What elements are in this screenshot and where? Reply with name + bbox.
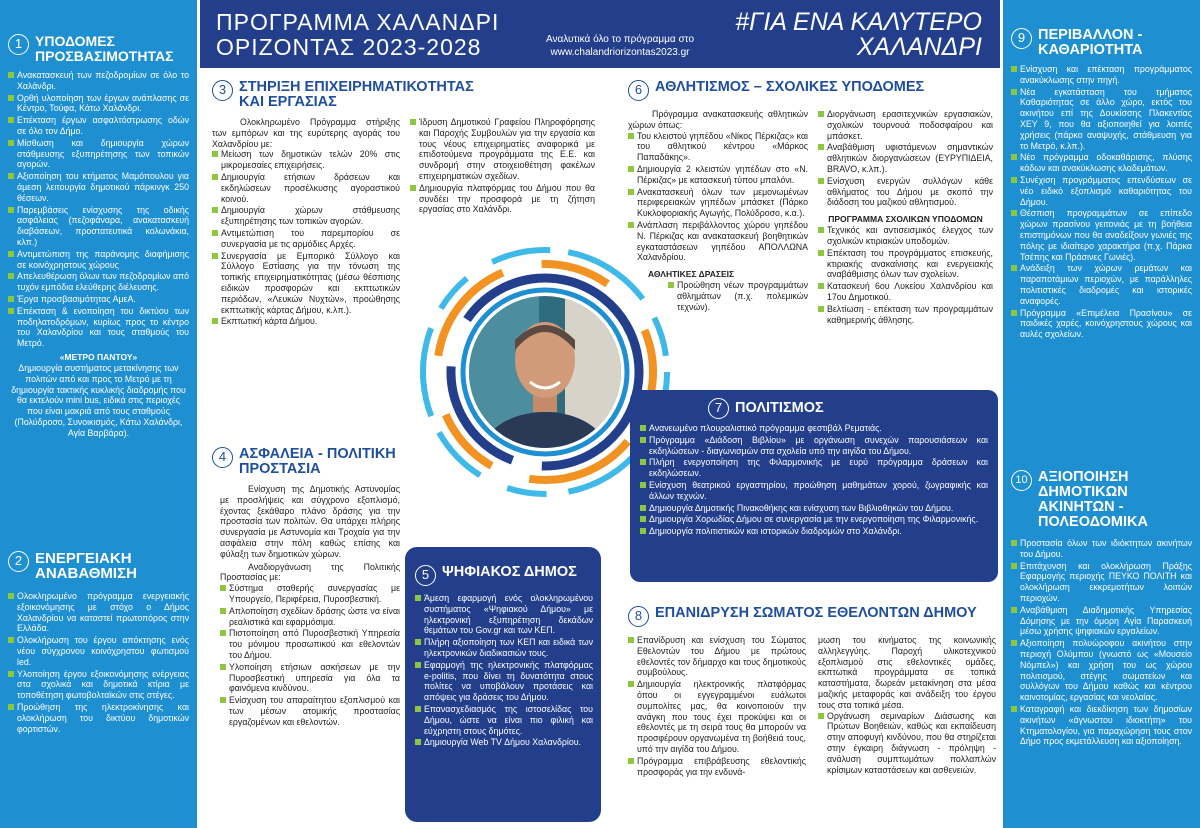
list-item: Πλήρη αξιοποίηση των ΚΕΠ και ειδικά των ηλεκτρονικών διαδικασιών τους. (415, 637, 593, 659)
list-item: Επέκταση του προγράμματος επισκευής, κτιριακής ανακαίνισης και ενεργειακής αναβάθμισης όλων των σχολείων. (818, 248, 993, 280)
list-item: Ανάδειξη των χώρων ρεμάτων και παραποτάμιων περιοχών, με παράλληλες πολιτιστικές διαδρομές και ιστορικές αναφορές. (1011, 263, 1192, 306)
list-item: Άμεση εφαρμογή ενός ολοκληρωμένου συστήματος «Ψηφιακού Δήμου» με ηλεκτρονική εξυπηρέτηση δεκάδων θεμάτων του Gov.gr και των ΚΕΠ. (415, 593, 593, 636)
list-item: Τεχνικός και αντισεισμικός έλεγχος των σχολικών κτιριακών υποδομών. (818, 225, 993, 247)
section-3-list-a (212, 149, 400, 327)
list-item: Θέσπιση προγραμμάτων σε επίπεδο χώρων πρασίνου γειτονιάς με τη βοήθεια επιστημόνων που θα αναδείξουν γωνιές της πόλης με ιδιαίτερο χαρακτήρα (π.χ. Πάρκα Τσέπης και Πράσινες Γωνιές). (1011, 208, 1192, 262)
list-item: Μίσθωση και δημιουργία χώρων στάθμευσης εξυπηρέτησης των τοπικών αγορών. (8, 138, 189, 170)
list-item: Παρεμβάσεις ενίσχυσης της οδικής ασφάλειας (πεζοφάναρα, ανακατασκευή διαβάσεων, προστατευτικά κολωνάκια, κλπ.) (8, 205, 189, 248)
subheading: «ΜΕΤΡΟ ΠΑΝΤΟΥ» (59, 351, 138, 362)
list-item: Του κλειστού γηπέδου «Νίκος Πέρκιζας» και του αθλητικού κέντρου «Μάρκος Παπαδάκης». (628, 131, 808, 163)
section-title: ΕΝΕΡΓΕΙΑΚΗ ΑΝΑΒΑΘΜΙΣΗ (35, 550, 137, 582)
section-title: ΕΠΑΝΙΔΡΥΣΗ ΣΩΜΑΤΟΣ ΕΘΕΛΟΝΤΩΝ ΔΗΜΟΥ (655, 605, 977, 621)
list-item: Πρόγραμμα «Διάδοση Βιβλίου» με οργάνωση συνεχών παρουσιάσεων και εκδηλώσεων - διαγωνισμών στα σχολεία υπό την αιγίδα του Δήμου. (640, 435, 988, 457)
list-item: Ενίσχυση θεατρικού εργαστηρίου, προώθηση μαθημάτων χορού, ζωγραφικής και άλλων τεχνών. (640, 480, 988, 502)
section-10-header (1011, 470, 1192, 530)
section-number: 4 (212, 447, 233, 468)
section-8-list-a (628, 635, 806, 777)
list-item: Ίδρυση Δημοτικού Γραφείου Πληροφόρησης και Παροχής Συμβουλών για την εργασία και τους νέους επιχειρηματίες αναφορικά με επιδοτούμενα προγράμματα της Ε.Ε. και συνδρομή στην στοιχειοθέτηση φακέλων επιχειρηματικών σχεδίων. (410, 117, 595, 182)
section-1-list (8, 70, 189, 349)
list-item: Δημιουργία πολιτιστικών και ιστορικών διαδρομών στο Χαλάνδρι. (640, 526, 988, 537)
section-7-list (640, 423, 988, 537)
list-item: Δημιουργία Δημοτικής Πινακοθήκης και ενίσχυση των Βιβλιοθηκών του Δήμου. (640, 503, 988, 514)
program-title (216, 10, 499, 60)
list-item: Δημιουργία 2 κλειστών γηπέδων στο «Ν. Πέρκιζας» με κατασκευή τύπου μπαλόνι. (628, 164, 808, 186)
section-title: ΨΗΦΙΑΚΟΣ ΔΗΜΟΣ (442, 564, 577, 580)
subheading: ΑΘΛΗΤΙΚΕΣ ΔΡΑΣΕΙΣ (648, 269, 735, 280)
section-number: 1 (8, 34, 29, 55)
section-number: 7 (708, 398, 729, 419)
section-number: 5 (415, 565, 436, 586)
website-url: www.chalandriorizontas2023.gr (550, 47, 690, 58)
section-6-list-a2 (628, 280, 808, 312)
section-number: 6 (628, 80, 649, 101)
section-3-header (212, 80, 602, 110)
list-item: Καταγραφή και διεκδίκηση των δημοσίων ακινήτων «άγνωστου ιδιοκτήτη» του Κτηματολογίου, για παραχώρηση τους στον Δήμο προς εκμετάλλευση και αξιοποίηση. (1011, 704, 1192, 747)
section-title: ΣΤΗΡΙΞΗ ΕΠΙΧΕΙΡΗΜΑΤΙΚΟΤΗΤΑΣ ΚΑΙ ΕΡΓΑΣΙΑΣ (239, 79, 474, 110)
section-10 (1003, 470, 1200, 748)
list-item: Πιστοποίηση από Πυροσβεστική Υπηρεσία του μόνιμου προσωπικού και εθελοντών του Δήμου. (220, 628, 400, 660)
section-8-header (628, 606, 996, 627)
list-item: Απλοποίηση σχεδίων δράσης ώστε να είναι ρεαλιστικά και εφαρμόσιμα. (220, 606, 400, 628)
section-title: ΠΕΡΙΒΑΛΛΟΝ - ΚΑΘΑΡΙΟΤΗΤΑ (1038, 27, 1143, 58)
list-item: Νέα εγκατάσταση του τμήματος Καθαριότητας σε άλλο χώρο, εκτός του ακινήτου επί της Δουκίσσης Πλακεντίας ΧΕΥ 9, που θα αξιοποιηθεί για λοιπές χρήσεις (πάρκο αναψυχής, στάθμευση για το Μετρό, κ.λπ.). (1011, 87, 1192, 152)
list-item: Ενίσχυση και επέκταση προγράμματος ανακύκλωσης στην πηγή. (1011, 64, 1192, 86)
section-4-paragraph-1: Ενίσχυση της Δημοτικής Αστυνομίας με προσλήψεις και σύγχρονο εξοπλισμό, έχοντας ξεκάθαρο πλάνο δράσης για την προστασία των πολιτών. Θα υπάρχει πλήρης συνεργασία με Αστυνομία και Τροχαία για την ασφάλεια στην πόλη καθώς επίσης και φύλαξη των δημοτικών χώρων. (220, 484, 400, 559)
list-item: Έργα προσβασιμότητας ΑμεΑ. (8, 294, 189, 305)
slogan (735, 10, 982, 60)
list-item: Δημιουργία πλατφόρμας του Δήμου που θα συνδέει την προσφορά με τη ζήτηση εργασίας στο Χαλάνδρι. (410, 183, 595, 215)
section-2-list (8, 591, 189, 734)
website-note-line-1: Αναλυτικά όλο το πρόγραμμα στο (545, 34, 695, 45)
list-item: Αντιμετώπιση της παράνομης διαφήμισης σε κοινόχρηστους χώρους (8, 249, 189, 271)
section-number: 2 (8, 551, 29, 572)
list-item: Επανίδρυση και ενίσχυση του Σώματος Εθελοντών του Δήμου με πρώτους εθελοντές τον δήμαρχο και τους δημοτικούς συμβούλους. (628, 635, 806, 678)
section-3-list-b (410, 117, 595, 215)
list-item: Ολοκληρωμένο πρόγραμμα ενεργειακής εξοικονόμησης με στόχο ο Δήμος Χαλανδρίου να καταστεί πρωτοπόρος στην Ελλάδα. (8, 591, 189, 634)
section-title: ΑΞΙΟΠΟΙΗΣΗ ΔΗΜΟΤΙΚΩΝ ΑΚΙΝΗΤΩΝ - ΠΟΛΕΟΔΟΜΙΚΑ (1038, 469, 1148, 530)
list-item: Ανακατασκευή των πεζοδρομίων σε όλο το Χαλάνδρι. (8, 70, 189, 92)
section-9-header (1011, 28, 1192, 58)
list-item: Επέκταση & ενοποίηση του δικτύου των ποδηλατοδρόμων, κυρίως προς το κέντρο του Χαλανδρίου και τους σταθμούς του Μετρό. (8, 306, 189, 349)
slogan-line-1: #ΓΙΑ ΕΝΑ ΚΑΛΥΤΕΡΟ (735, 8, 982, 36)
section-9 (1003, 0, 1200, 340)
section-8-list-b (818, 711, 996, 776)
list-item: Διοργάνωση ερασιτεχνικών εργασιακών, σχολικών τουρνουά ποδοσφαίρου και μπάσκετ. (818, 109, 993, 141)
list-item: Δημιουργία χώρων στάθμευσης εξυπηρέτησης των τοπικών αγορών. (212, 205, 400, 227)
section-4-header (212, 447, 400, 477)
list-item: Ενίσχυση ενεργών συλλόγων κάθε αθλήματος του Δήμου με σκοπό την διάδοση του μαζικού αθλητισμού. (818, 176, 993, 208)
section-number: 10 (1011, 470, 1032, 491)
list-item: Οργάνωση σεμιναρίων Διάσωσης και Πρώτων Βοηθειών, καθώς και εκπαίδευση στην αποφυγή κινδύνου, που θα στηρίζεται στην έγκαιρη διάγνωση - πρόληψη - ανάλυση συμπτωμάτων πολλαπλών κρίσιμων καταστάσεων και ασθενειών. (818, 711, 996, 776)
section-3-intro: Ολοκληρωμένο Πρόγραμμα στήριξης των εμπόρων και της ευρύτερης αγοράς του Χαλανδρίου με: (212, 117, 400, 149)
section-8-paragraph: μωση του κινήματος της κοινωνικής αλληλεγγύης. Παροχή υλικοτεχνικού εξοπλισμού στις εθελοντικές ομάδες, εκπτωτικά προγράμματα σε τοπικά καταστήματα, δωρεάν μετακίνηση στα μέσα μαζικής μεταφοράς και ανάδειξη του έργου τους στα τοπικά μέσα. (818, 635, 996, 710)
paragraph: Δημιουργία συστήματος μετακίνησης των πολιτών από και προς το Μετρό με τη δημιουργία τακτικής κυκλικής διαδρομής που θα εκτελούν mini bus, ειδικά στις περιοχές που είναι μακριά από τους σταθμούς (Πολύδροσο, Συνοικισμός, Κάτω Χαλάνδρι, Αγία Βαρβάρα). (11, 362, 186, 438)
website-note (530, 33, 710, 59)
left-column (0, 0, 197, 828)
list-item: Αναβάθμιση Διαδημοτικής Υπηρεσίας Δόμησης με την όμορη Αγία Παρασκευή μέσω χρήσης ψηφιακών εργαλείων. (1011, 605, 1192, 637)
section-5-list (415, 593, 593, 748)
section-4-paragraph-2: Αναδιοργάνωση της Πολιτικής Προστασίας με: (220, 561, 400, 583)
section-6-header (628, 80, 996, 101)
list-item: Ανάπλαση περιβάλλοντος χώρου γηπέδου Ν. Πέρκιζας και ανακατασκευή βοηθητικών εγκαταστάσεων γηπέδου ΑΠΟΛΛΩΝΑ Χαλανδρίου. (628, 220, 808, 263)
list-item: Ορθή υλοποίηση των έργων ανάπλασης σε Κέντρο, Τούφα, Κάτω Χαλάνδρι. (8, 93, 189, 115)
list-item: Δημιουργία ηλεκτρονικής πλατφόρμας όπου οι εγγεγραμμένοι ευάλωτοι συμπολίτες μας, θα κοινοποιούν την ανάγκη που τους έχει προκύψει και οι εθελοντές με τη σειρά τους θα μπορούν να προσφέρουν οργανωμένα τη βοήθειά τους, υπό την αιγίδα του Δήμου. (628, 679, 806, 755)
list-item: Πρόγραμμα «Επιμέλεια Πρασίνου» σε παιδικές χαρές, κοινόχρηστους χώρους και αυλές σχολείων. (1011, 308, 1192, 340)
list-item: Σύστημα σταθερής συνεργασίας με Υπουργείο, Περιφέρεια, Πυροσβεστική. (220, 583, 400, 605)
list-item: Ανακατασκευή όλων των μεμονωμένων περιφερειακών γηπέδων μπάσκετ (Πάρκο Κυκλοφοριακής Αγωγής, Πολύδροσο, κ.α.). (628, 187, 808, 219)
list-item: Δημιουργία Web TV Δήμου Χαλανδρίου. (415, 737, 593, 748)
list-item: Ενίσχυση του απαραίτητου εξοπλισμού και των μέσων ατομικής προστασίας εργαζομένων και εθελοντών. (220, 695, 400, 727)
header-band (200, 0, 1000, 68)
list-item: Βελτίωση - επέκταση των προγραμμάτων καθημερινής άθλησης. (818, 304, 993, 326)
section-7 (630, 390, 998, 582)
section-5 (405, 547, 601, 822)
section-9-list (1011, 64, 1192, 340)
list-item: Επανασχεδιασμός της ιστοσελίδας του Δήμου, ώστε να είναι πιο φιλική και εύχρηστη στους δημότες. (415, 704, 593, 736)
list-item: Επιτάχυνση και ολοκλήρωση Πράξης Εφαρμογής περιοχής ΠΕΥΚΟ ΠΟΛΙΤΗ και ολοκλήρωση εκκρεμοτήτων λοιπών περιοχών. (1011, 561, 1192, 604)
list-item: Εφαρμογή της ηλεκτρονικής πλατφόρμας e-politis, που δίνει τη δυνατότητα στους πολίτες να υποβάλουν προτάσεις και απόψεις για δράσεις του Δήμου. (415, 660, 593, 703)
list-item: Επέκταση έργων ασφαλτόστρωσης οδών σε όλο τον Δήμο. (8, 115, 189, 137)
section-1-header (8, 34, 189, 64)
list-item: Προώθηση της ηλεκτροκίνησης και ολοκλήρωση του δικτύου δημοτικών φορτιστών. (8, 702, 189, 734)
list-item: Αξιοποίηση του κτήματος Μαμόπουλου για άμεση λειτουργία δημοτικού πάρκινγκ 250 θέσεων. (8, 171, 189, 203)
section-4 (212, 447, 400, 729)
title-line-2: ΟΡΙΖΟΝΤΑΣ 2023-2028 (216, 34, 482, 60)
section-1 (0, 0, 197, 439)
list-item: Ολοκλήρωση του έργου απόκτησης ενός νέου σύγχρονου κοινόχρηστου φωτισμού led. (8, 635, 189, 667)
section-7-header (708, 398, 988, 419)
section-2-header (8, 551, 189, 581)
list-item: Συνεργασία με Εμπορικό Σύλλογο και Σύλλογο Εστίασης για την τόνωση της τοπικής επιχειρηματικότητας (μέσω θέσπισης ειδικών προσφορών και εκπτωτικών περιόδων, «Λευκών Νυχτών», προώθησης εκπτωτικής κάρτας Δήμου, κ.λπ.). (212, 251, 400, 316)
section-title: ΑΘΛΗΤΙΣΜΟΣ – ΣΧΟΛΙΚΕΣ ΥΠΟΔΟΜΕΣ (655, 79, 925, 95)
list-item: Προστασία όλων των ιδιόκτητων ακινήτων του Δήμου. (1011, 538, 1192, 560)
section-5-header (415, 565, 593, 586)
section-number: 3 (212, 80, 233, 101)
section-6-list-b (818, 109, 993, 208)
list-item: Δημιουργία Χορωδίας Δήμου σε συνεργασία με την ενεργοποίηση της Φιλαρμονικής. (640, 514, 988, 525)
subheading: ΠΡΟΓΡΑΜΜΑ ΣΧΟΛΙΚΩΝ ΥΠΟΔΟΜΩΝ (828, 214, 983, 225)
section-6-list-b2 (818, 225, 993, 325)
right-column (1003, 0, 1200, 828)
section-10-list (1011, 538, 1192, 747)
section-title: ΥΠΟΔΟΜΕΣ ΠΡΟΣΒΑΣΙΜΟΤΗΤΑΣ (35, 33, 174, 64)
list-item: Δημιουργία ετήσιων δράσεων και εκδηλώσεων προσέλκυσης αγοραστικού κοινού. (212, 172, 400, 204)
list-item: Αναβάθμιση υφιστάμενων σημαντικών αθλητικών διοργανώσεων (ΕΥΡΥΠΙΔΕΙΑ, BRAVO, κ.λπ.). (818, 142, 993, 174)
list-item: Υλοποίηση έργου εξοικονόμησης ενέργειας στα σχολικά και δημοτικά κτίρια με τοποθέτηση φωτοβολταϊκών στις στέγες. (8, 669, 189, 701)
title-line-1: ΠΡΟΓΡΑΜΜΑ ΧΑΛΑΝΔΡΙ (216, 9, 500, 35)
section-number: 9 (1011, 28, 1032, 49)
section-2 (0, 551, 197, 735)
section-6 (628, 80, 996, 326)
section-title: ΠΟΛΙΤΙΣΜΟΣ (735, 400, 824, 416)
list-item: Αξιοποίηση πολυώροφου ακινήτου στην περιοχή Ολύμπου (γνωστό ως «Μουσείο Νόμπελ») και χρήση του ως χώρου πολιτισμού, στέγης σωματείων και συλλόγων του Δήμου καθώς και κέντρου καινοτομίας, εργασίας και νεολαίας. (1011, 638, 1192, 703)
list-item: Υλοποίηση ετήσιων ασκήσεων με την Πυροσβεστική υπηρεσία για όλα τα φαινόμενα κινδύνου. (220, 662, 400, 694)
list-item: Αντιμετώπιση του παρεμπορίου σε συνεργασία με τις αρμόδιες Αρχές. (212, 228, 400, 250)
list-item: Πρόγραμμα επιβράβευσης εθελοντικής προσφοράς για την ενδυνά- (628, 756, 806, 778)
section-number: 8 (628, 606, 649, 627)
list-item: Μείωση των δημοτικών τελών 20% στις μικρομεσαίες επιχειρήσεις. (212, 149, 400, 171)
section-4-list (212, 583, 400, 727)
section-6-intro: Πρόγραμμα ανακατασκευής αθλητικών χώρων όπως: (628, 109, 808, 130)
list-item: Προώθηση νέων προγραμμάτων αθλημάτων (π.χ. πολεμικών τεχνών). (668, 280, 808, 312)
list-item: Ανανεωμένο πλουραλιστικό πρόγραμμα φεστιβάλ Ρεματιάς. (640, 423, 988, 434)
list-item: Απελευθέρωση όλων των πεζοδρομίων από τυχόν εμπόδια ελεύθερης διέλευσης. (8, 271, 189, 293)
section-title: ΑΣΦΑΛΕΙΑ - ΠΟΛΙΤΙΚΗ ΠΡΟΣΤΑΣΙΑ (239, 446, 396, 477)
section-6-list-a (628, 131, 808, 264)
list-item: Νέο πρόγραμμα οδοκαθάρισης, πλύσης κάδων και ανακύκλωσης κλαδεμάτων. (1011, 152, 1192, 174)
list-item: Κατασκευή 6ου Λυκείου Χαλανδρίου και 17ου Δημοτικού. (818, 281, 993, 303)
slogan-line-2: ΧΑΛΑΝΔΡΙ (856, 33, 982, 61)
list-item: Εκπτωτική κάρτα Δήμου. (212, 316, 400, 327)
list-item: Συνέχιση προγράμματος επενδύσεων σε νέο ειδικό εξοπλισμό καθαριότητας του Δήμου. (1011, 175, 1192, 207)
section-8 (628, 606, 996, 778)
list-item: Πλήρη ενεργοποίηση της Φιλαρμονικής με ευρύ πρόγραμμα δράσεων και εκδηλώσεων. (640, 457, 988, 479)
